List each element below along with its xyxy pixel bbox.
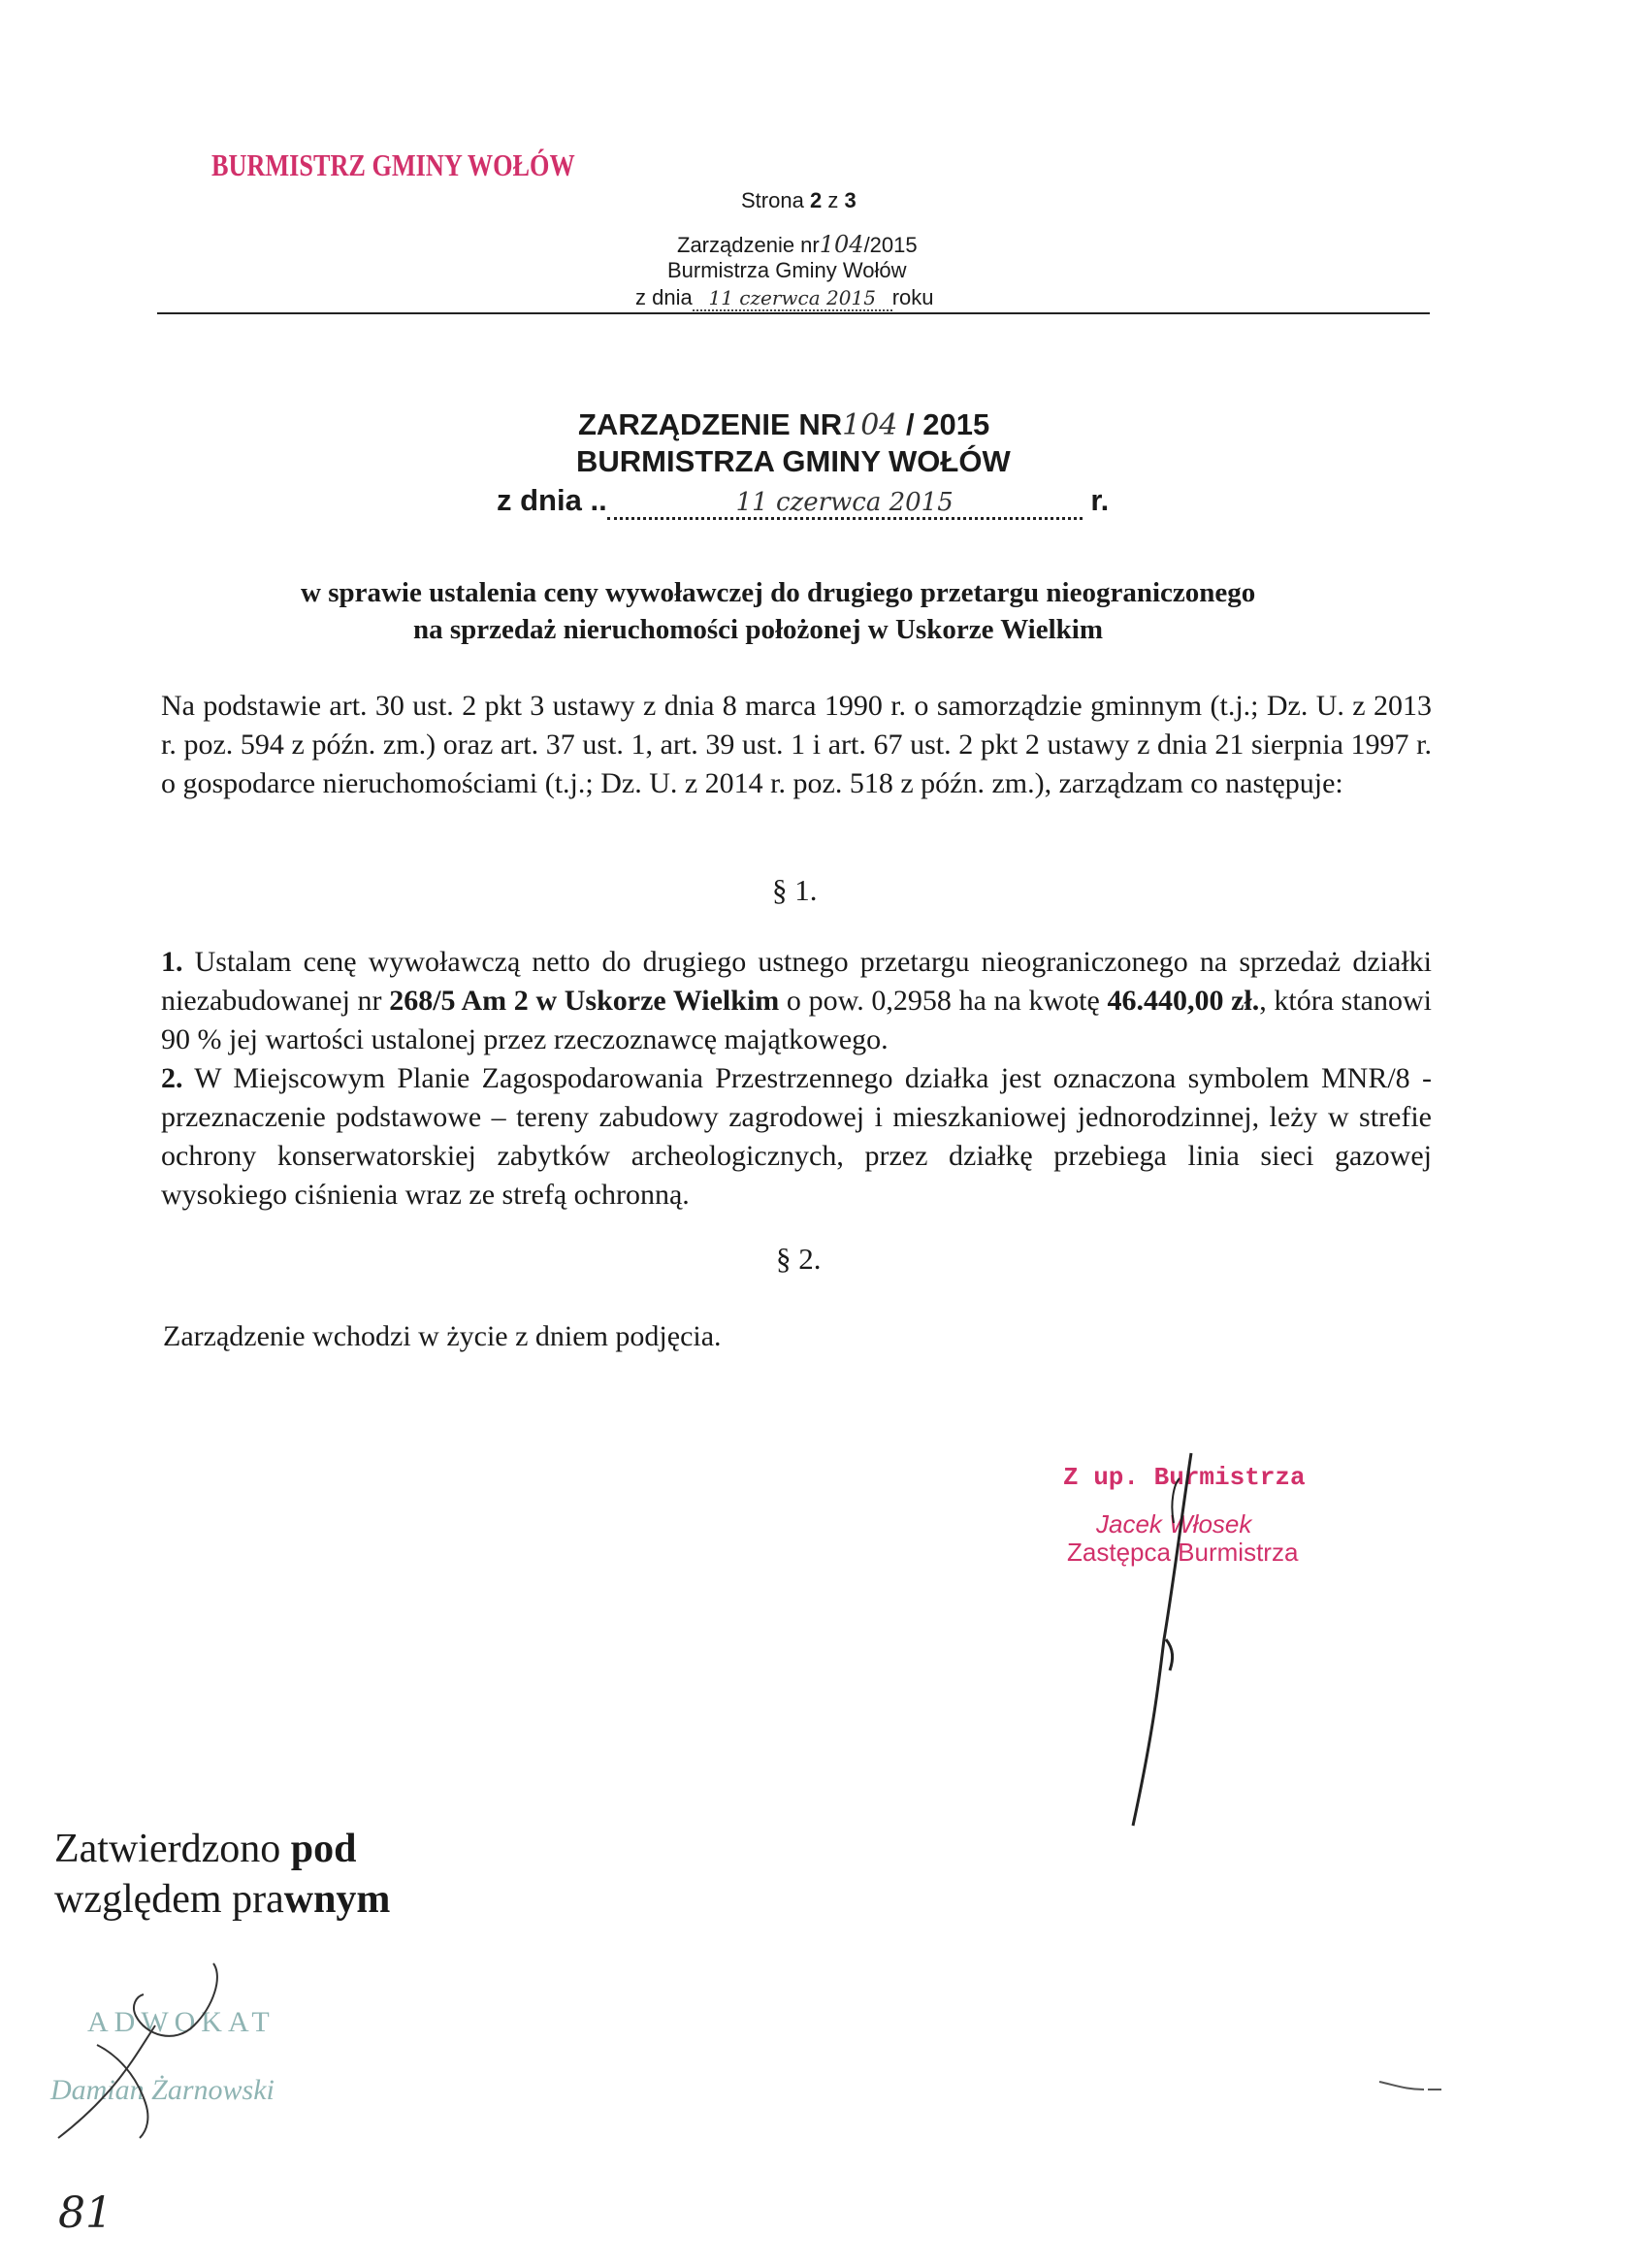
ref-line-3-prefix: z dnia: [635, 285, 693, 309]
ref-line-3-suffix: roku: [891, 285, 934, 309]
point-1-text-e: , która stanowi 90 % jej wartości ustalonej przez rzeczoznawcę majątkowego.: [161, 985, 1432, 1055]
lawyer-signature: [39, 1958, 233, 2142]
page-label: Strona: [741, 188, 804, 212]
point-2-number: 2.: [161, 1062, 183, 1094]
ref-line-2: Burmistrza Gminy Wołów: [667, 258, 907, 282]
handwritten-number: 104: [819, 231, 864, 258]
stray-mark: [1377, 2076, 1445, 2095]
subject: [301, 574, 1416, 648]
page-total: 3: [844, 188, 857, 212]
approval-stamp: [54, 1824, 390, 1925]
lawyer-stamp-title: ADWOKAT: [87, 2006, 275, 2038]
title-line-2: BURMISTRZA GMINY WOŁÓW: [576, 444, 1011, 478]
title-line-3: [497, 483, 1109, 520]
section-2-heading: § 2.: [776, 1242, 822, 1276]
margin-note: 81: [58, 2188, 113, 2238]
title-prefix: ZARZĄDZENIE NR: [578, 407, 843, 441]
price-amount: 46.440,00 zł.: [1107, 985, 1260, 1017]
point-2-text: W Miejscowym Planie Zagospodarowania Przestrzennego działka jest oznaczona symbolem MNR/8 - przeznaczenie podstawowe – tereny zabudowy zagrodowej i mieszkaniowej jednorodzinnej, leży w strefie ochrony konserwatorskiej zabytków archeologicznych, przez działkę przebiega linia sieci gazowej wysokiego ciśnienia wraz ze strefą ochronną.: [161, 1062, 1432, 1211]
signature-stamp-name: Jacek Włosek: [1096, 1509, 1252, 1539]
burmistrz-header-stamp: BURMISTRZ GMINY WOŁÓW: [211, 147, 575, 182]
title-date-suffix: r.: [1090, 483, 1110, 517]
preamble: Na podstawie art. 30 ust. 2 pkt 3 ustawy z dnia 8 marca 1990 r. o samorządzie gminnym (t.j.; Dz. U. z 2013 r. poz. 594 z późn. zm.) oraz art. 37 ust. 1, art. 39 ust. 1 i art. 67 ust. 2 pkt 2 ustawy z dnia 21 sierpnia 1997 r. o gospodarce nieruchomościami (t.j.; Dz. U. z 2014 r. poz. 518 z późn. zm.), zarządzam co następuje:: [161, 690, 1432, 799]
section-1-body: [161, 943, 1432, 1215]
approval-line-2: [54, 1874, 390, 1925]
ref-line-1-prefix: Zarządzenie nr: [677, 233, 820, 257]
subject-line-1: w sprawie ustalenia ceny wywoławczej do drugiego przetargu nieograniczonego: [301, 577, 1256, 608]
plot-number: 268/5 Am 2 w Uskorze Wielkim: [389, 985, 780, 1017]
section-1-heading: § 1.: [772, 873, 818, 907]
point-1-number: 1.: [161, 946, 183, 978]
page-indicator: [741, 188, 857, 213]
section-2-text: Zarządzenie wchodzi w życie z dniem podjęcia.: [163, 1320, 722, 1352]
page-current: 2: [809, 188, 823, 212]
title-line-1: [578, 407, 989, 442]
point-1-text-a: Ustalam cenę wywoławczą netto do drugiego ustnego przetargu nieograniczonego na sprzedaż działki niezabudowanej nr: [161, 946, 1432, 1017]
approval-line-2-b: wnym: [283, 1877, 391, 1922]
approval-line-1-a: Zatwierdzono: [54, 1827, 291, 1871]
subject-line-2: na sprzedaż nieruchomości położonej w Uskorze Wielkim: [413, 614, 1103, 645]
title-handwritten-date: 11 czerwca 2015: [607, 488, 1083, 520]
title-year: / 2015: [906, 407, 990, 441]
approval-line-2-a: względem pra: [54, 1877, 284, 1922]
handwritten-signature: [1106, 1445, 1222, 1833]
title-date-prefix: z dnia ..: [497, 483, 607, 517]
ref-line-1: [677, 231, 918, 258]
signature-stamp-line-1: Z up. Burmistrza: [1063, 1463, 1306, 1492]
point-1-text-c: o pow. 0,2958 ha na kwotę: [779, 985, 1108, 1017]
lawyer-stamp-name: Damian Żarnowski: [50, 2074, 275, 2106]
ref-line-1-suffix: /2015: [863, 233, 918, 257]
header-divider: [157, 312, 1430, 314]
handwritten-date: 11 czerwca 2015: [693, 286, 892, 311]
ref-line-3: [635, 285, 934, 311]
title-handwritten-number: 104: [842, 408, 898, 442]
approval-line-1-b: pod: [290, 1827, 357, 1871]
page-of: z: [827, 188, 839, 212]
signature-stamp-title: Zastępca Burmistrza: [1067, 1538, 1299, 1567]
approval-line-1: [54, 1824, 390, 1874]
